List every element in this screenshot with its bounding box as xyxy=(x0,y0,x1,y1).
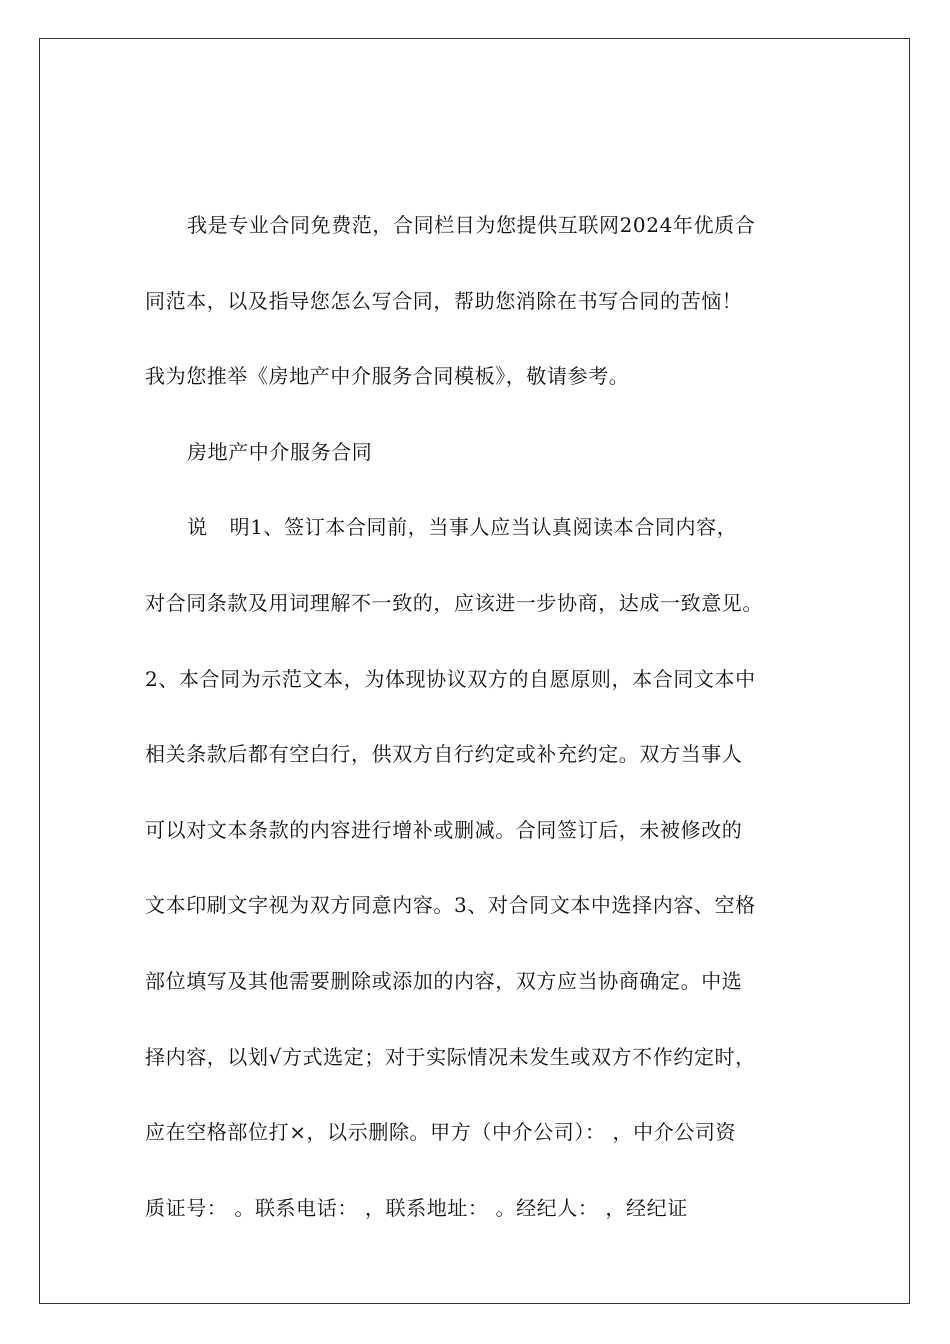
paragraph-line: 对合同条款及用词理解不一致的，应该进一步协商，达成一致意见。 xyxy=(145,590,763,615)
paragraph-line: 文本印刷文字视为双方同意内容。3、对合同文本中选择内容、空格 xyxy=(145,893,756,918)
document-body xyxy=(145,203,807,1261)
paragraph-line: 相关条款后都有空白行，供双方自行约定或补充约定。双方当事人 xyxy=(145,742,743,767)
paragraph-line: 择内容，以划√方式选定；对于实际情况未发生或双方不作约定时， xyxy=(145,1044,756,1069)
paragraph-line: 2、本合同为示范文本，为体现协议双方的自愿原则，本合同文本中 xyxy=(145,666,756,691)
paragraph-line xyxy=(145,505,807,581)
paragraph-line: 我为您推举《房地产中介服务合同模板》，敬请参考。 xyxy=(145,364,630,389)
paragraph-line: 质证号： 。联系电话： ，联系地址： 。经纪人： ，经纪证 xyxy=(145,1195,688,1220)
paragraph-line: 同范本，以及指导您怎么写合同，帮助您消除在书写合同的苦恼！ xyxy=(145,288,743,313)
paragraph-line: 我是专业合同免费范，合同栏目为您提供互联网2024年优质合 xyxy=(187,213,756,237)
paragraph-line: 可以对文本条款的内容进行增补或删减。合同签订后，未被修改的 xyxy=(145,817,743,842)
paragraph-line: 应在空格部位打×，以示删除。甲方（中介公司）： ，中介公司资 xyxy=(145,1120,737,1145)
contract-title: 房地产中介服务合同 xyxy=(187,439,373,464)
explanation-label: 说 xyxy=(187,515,208,540)
paragraph-text: 明1、签订本合同前，当事人应当认真阅读本合同内容， xyxy=(229,515,738,540)
paragraph-line: 部位填写及其他需要删除或添加的内容，双方应当协商确定。中选 xyxy=(145,968,743,993)
